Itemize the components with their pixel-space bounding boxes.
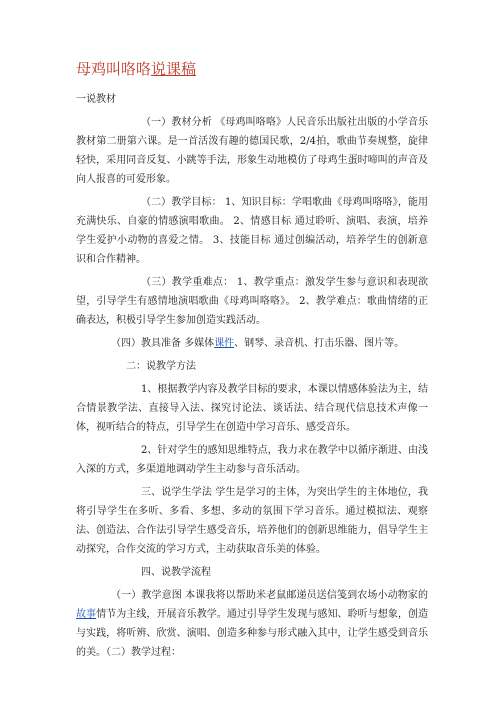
title-text: 母鸡叫咯咯 xyxy=(76,60,152,78)
courseware-link[interactable]: 课件 xyxy=(214,338,235,349)
paragraph-student-learning: 三、说学生学法 学生是学习的主体，为突出学生的主体地位，我将引导学生在多听、多看、多想、多动的氛围下学习音乐。通过模拟法、观察法、创造法、合作法引导学生感受音乐，培养他们的创新思维能力，倡导学生主动探究，合作交流的学习方式，主动获取音乐美的体验。 xyxy=(76,487,428,555)
paragraph-material-analysis: （一）教材分析 《母鸡叫咯咯》人民音乐出版社出版的小学音乐教材第二册第六课。是一首活泼有趣的德国民歌，2/4拍，歌曲节奏规整，旋律轻快，采用同音反复、小跳等手法，形象生动地模仿了母鸡生蛋时啼叫的声音及向人报喜的可爱形象。 xyxy=(76,117,428,185)
document-page xyxy=(76,58,428,666)
document-title xyxy=(76,58,428,80)
paragraph-method-2: 2、针对学生的感知思维特点，我力求在教学中以循序渐进、由浅入深的方式，多渠道地调动学生主动参与音乐活动。 xyxy=(76,445,428,475)
title-link[interactable]: 说课稿 xyxy=(151,60,197,78)
paragraph-teaching-goals: （二）教学目标： 1、知识目标：学唱歌曲《母鸡叫咯咯》，能用充满快乐、自豪的情感演唱歌曲。 2、情感目标 通过聆听、演唱、表演，培养学生爱护小动物的喜爱之情。 3、技能目标 通过创编活动，培养学生的创新意识和合作精神。 xyxy=(76,197,428,265)
section-heading-teaching-method: 二：说教学方法 xyxy=(126,361,196,372)
section-heading-teaching-material: 一说教材 xyxy=(76,94,116,105)
teaching-aids-text-end: 、钢琴、录音机、打击乐器、图片等。 xyxy=(234,338,405,349)
paragraph-teaching-intent xyxy=(76,586,428,662)
paragraph-method-1: 1、根据教学内容及教学目标的要求，本课以情感体验法为主，结合情景教学法、直接导入法、探究讨论法、谈话法、结合现代信息技术声像一体，视听结合的特点，引导学生在创造中学习音乐、感受音乐。 xyxy=(76,384,428,433)
section-heading-teaching-flow: 四、说教学流程 xyxy=(141,567,211,578)
paragraph-teaching-aids xyxy=(76,334,428,353)
teaching-intent-text: （一）教学意图 本课我将以帮助米老鼠邮递员送信笺到农场小动物家的 xyxy=(111,590,428,601)
teaching-intent-text-end: 情节为主线，开展音乐教学。通过引导学生发现与感知、聆听与想象，创造与实践，将听辨、欣赏、演唱、创造多种参与形式融入其中，让学生感受到音乐的美。（二）教学过程： xyxy=(76,609,429,658)
story-link[interactable]: 故事 xyxy=(76,609,97,620)
teaching-aids-text: （四）教具准备 多媒体 xyxy=(111,338,215,349)
paragraph-key-difficulties: （三）教学重难点： 1、教学重点：激发学生参与意识和表现欲望，引导学生有感情地演唱歌曲《母鸡叫咯咯》。 2、教学难点：歌曲情绪的正确表达，积极引导学生参加创造实践活动。 xyxy=(76,277,428,326)
